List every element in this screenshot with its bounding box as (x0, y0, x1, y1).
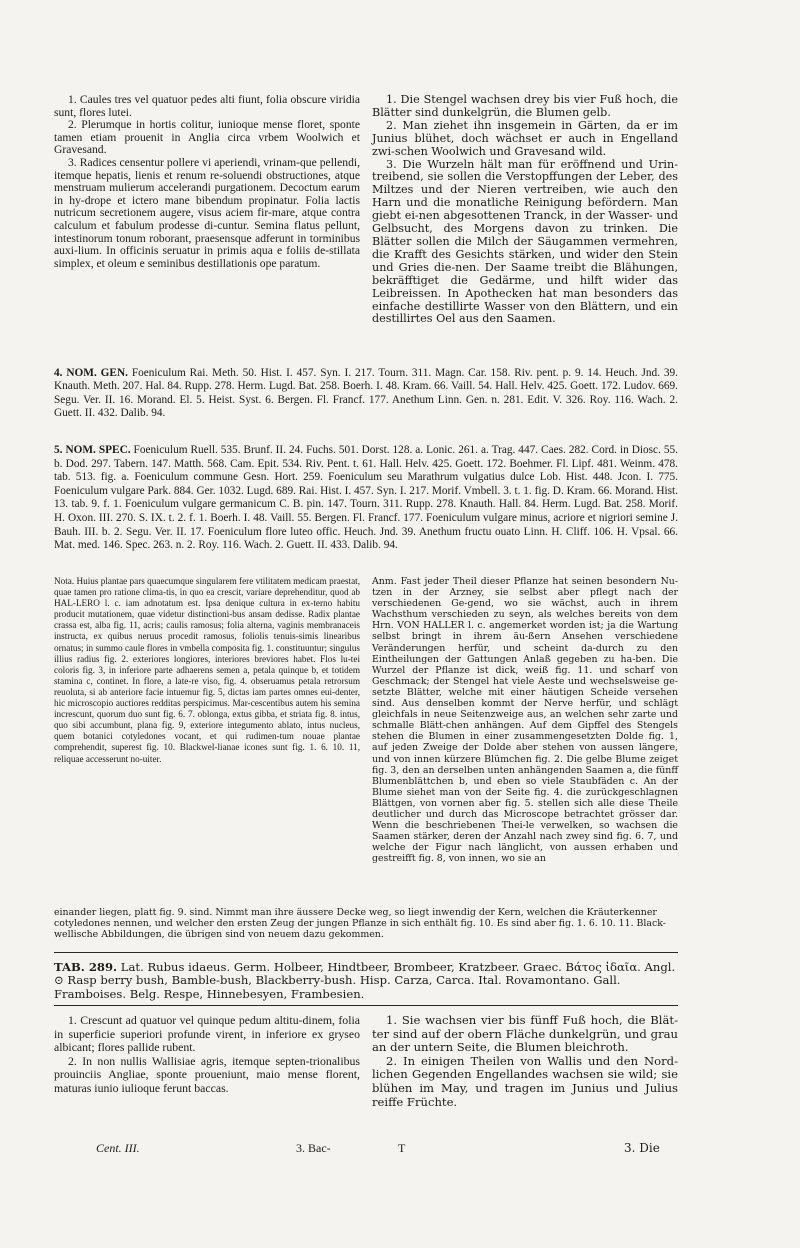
footer-catchword-right: 3. Die (624, 1141, 660, 1155)
note-german-continuation: einander liegen, platt fig. 9. sind. Nimmt man ihre äussere Decke weg, so liegt inwendig der Kern, welchen die Kräuterkenner cotyledones nennen, und welcher den ersten Zeug der jungen Pflanze in sich enthält fig. 10. Es sind aber fig. 1. 6. 10. 11. Black-wellische Abbildungen, die übrigen sind von neuem dazu gekommen. (54, 907, 666, 941)
nom-spec-text: Foeniculum Ruell. 535. Brunf. II. 24. Fuchs. 501. Dorst. 128. a. Lonic. 261. a. Trag. 447. Caes. 282. Cord. in Diosc. 55. b. Dod. 297. Tabern. 147. Matth. 568. Cam. Epit. 534. Riv. Pent. t. 61. Hall. Helv. 425. Goett. 172. Boehmer. Fl. Lipf. 481. Weinm. 478. tab. 513. fig. a. Foeniculum commune Gesn. Hort. 259. Foeniculum seu Marathrum vulgatius dulce Lob. Hist. 448. Jcon. I. 775. Foeniculum vulgare Park. 884. Ger. 1032. Lugd. 689. Rai. Hist. I. 457. Syn. I. 217. Morif. Vmbell. 3. t. 1. fig. D. Kram. 66. Morand. Hist. 13. tab. 9. f. 1. Foeniculum vulgare germanicum C. B. pin. 147. Tourn. 311. Rupp. 278. Knauth. Hall. 84. Herm. Lugd. Bat. 258. Morif. H. Oxon. III. 270. S. IX. t. 2. f. 1. Boerh. I. 48. Vaill. 55. Bergen. Fl. Francf. 177. Foeniculum vulgare minus, acriore et nigriori semine J. Bauh. III. b. 2. Segu. Ver. II. 17. Foeniculum flore luteo offic. Heuch. Jnd. 39. Anethum fructu ouato Linn. H. Cliff. 106. H. Vpsal. 66. Mat. med. 146. Spec. 263. n. 2. Roy. 116. Wach. 2. Guett. II. 433. Dalib. 94. (54, 444, 678, 552)
section-divider (54, 952, 678, 953)
nom-gen-text: Foeniculum Rai. Meth. 50. Hist. I. 457. Syn. I. 217. Tourn. 311. Magn. Car. 158. Riv. pent. p. 9. 14. Heuch. Jnd. 39. Knauth. Meth. 207. Hal. 84. Rupp. 278. Herm. Lugd. Bat. 258. Boerh. I. 48. Kram. 66. Vaill. 54. Hall. Helv. 425. Goett. 172. Ludov. 669. Segu. Ver. II. 16. Morand. El. 5. Heist. Syst. 6. Bergen. Fl. Francf. 177. Anethum Linn. Gen. n. 281. Edit. V. 326. Roy. 116. Wach. 2. Guett. II. 432. Dalib. 94. (54, 367, 678, 419)
tab-289-latin-1: 1. Crescunt ad quatuor vel quinque pedum altitu-dinem, folia in superficie superiori profunde virent, in inferiore ex gryseo albicant; flores pallide rubent. (54, 1013, 360, 1055)
top-latin-column (54, 94, 360, 270)
tab-289-german (372, 1014, 678, 1109)
german-paragraph-1: 1. Die Stengel wachsen drey bis vier Fuß hoch, die Blätter sind dunkelgrün, die Blumen gelb. (372, 93, 678, 119)
nom-spec-label: 5. NOM. SPEC. (54, 444, 131, 456)
tab-289-latin-2: 2. In non nullis Wallisiae agris, itemque septen-trionalibus prouinciis Angliae, sponte proueniunt, maio mense florent, maturas iunio iulioque ferunt baccas. (54, 1053, 360, 1095)
tab-289-latin (54, 1014, 360, 1096)
tab-289-label: TAB. 289. (54, 960, 118, 974)
nom-gen-label: 4. NOM. GEN. (54, 367, 128, 379)
nomenclature-genus (54, 367, 678, 420)
tab-289-header (54, 961, 684, 1001)
tab-289-german-2: 2. In einigen Theilen von Wallis und den Nord-lichen Gegenden Engellandes wachsen sie wild; sie blühen im May, und tragen im Junius und Julius reiffe Früchte. (372, 1053, 678, 1109)
tab-289-line2: ⊙ Rasp berry bush, Bamble-bush, Blackberry-bush. Hisp. Carza, Carca. Ital. Rovamontano. Gall. (54, 973, 621, 988)
footer-catchword-left: 3. Bac- (296, 1141, 331, 1155)
tab-289-underline (54, 1005, 678, 1006)
latin-paragraph-1: 1. Caules tres vel quatuor pedes alti fiunt, folia obscure viridia sunt, flores lutei. (54, 93, 360, 119)
latin-paragraph-3: 3. Radices censentur pollere vi aperiendi, vrinam-que pellendi, itemque hepatis, lienis et renum re-soluendi obstructiones, atque menstruam mulierum accelerandi purgationem. Decoctum earum in hy-drope et ictero mane bibendum propinatur. Folia lactis nutricum secretionem augere, visus aciem fir-mare, atque contra calculum et fabulum prodesse di-cuntur. Semina flatus pellunt, intestinorum tonum roborant, praesensque adferunt in torminibus auxi-lium. In officinis seruatur in primis aqua e foliis de-stillata simplex, et oleum e seminibus destillationis ope paratum. (54, 155, 360, 270)
footer-sheet-mark: T (398, 1141, 406, 1155)
tab-289-line1: Lat. Rubus idaeus. Germ. Holbeer, Hindtbeer, Brombeer, Kratzbeer. Graec. Βάτος ἰδαῖα. Angl. (120, 960, 676, 974)
tab-289-line3: Framboises. Belg. Respe, Hinnebesyen, Frambesien. (54, 986, 365, 1001)
german-paragraph-2: 2. Man ziehet ihn insgemein in Gärten, da er im Junius blühet, doch wächset er auch in Engelland zwi-schen Woolwich und Gravesand wild. (372, 118, 678, 158)
german-paragraph-3: 3. Die Wurzeln hält man für eröffnend und Urin-treibend, sie sollen die Verstopffungen der Leber, des Miltzes und der Nieren vertreiben, wie auch den Harn und die monatliche Reinigung befördern. Man giebt ei-nen abgesottenen Tranck, in der Wasser- und Gelbsucht, des Morgens davon zu trinken. Die Blätter sollen die Milch der Säugammen vermehren, die Krafft des Gesichts stärken, und wider den Stein und Gries die-nen. Der Saame treibt die Blähungen, bekräfftiget die Gedärme, und hilft wider das Leibreissen. In Apothecken hat man besonders das einfache destillirte Wasser von den Blättern, und ein destillirtes Oel aus den Saamen. (372, 157, 678, 326)
top-german-column (372, 94, 678, 326)
tab-289-german-1: 1. Sie wachsen vier bis fünff Fuß hoch, die Blät-ter sind auf der obern Fläche dunkelgrün, und grau an der untern Seite, die Blumen bleichroth. (372, 1013, 678, 1055)
latin-paragraph-2: 2. Plerumque in hortis colitur, iunioque mense floret, sponte tamen etiam prouenit in Anglia circa vrbem Woolwich et Gravesand. (54, 118, 360, 157)
footer-signature: Cent. III. (96, 1141, 140, 1155)
note-latin: Nota. Huius plantae pars quaecumque singularem fere vtilitatem medicam praestat, quae tamen pro ratione clima-tis, in quo ea crescit, variare deprehenditur, quod ab HAL-LERO l. c. iam adnotatum est. Ipsa denique cultura in ex-terno habitu producit mutationem, quae videtur distinctioni-bus ansam dedisse. Radix plantae crassa est, alba fig. 11, acris; caulis ramosus; folia alterna, vaginis membranaceis instructa, ex quibus neruus procedit ramosus, foliolis tenuis-simis linearibus ornatus; in summo caule flores in vmbella composita fig. 1. constituuntur; singulus illius radius fig. 2. exteriores longiores, interiores breviores habet. Flos lu-tei coloris fig. 3, in inferiore parte adhaerens semen a, petala quinque b, et totidem stamina c, continet. In flore, a late-re viso, fig. 4. obseruamus petala retrorsum reuoluta, si ab anteriore facie intuemur fig. 5, dictas iam partes omnes eui-denter, hic microscopio auctiores redditas perspicimus. Mar-cescentibus autem his semina increscunt, quorum duo sunt fig. 6. 7. oblonga, extus gibba, et striata fig. 8. intus, quo sibi accumbunt, plana fig. 9, exteriore integumento ablato, intus nucleus, quem botanici cotyledones vocant, et qui rudimen-tum nouae plantae comprehendit, superest fig. 10. Blackwel-lianae icones sunt fig. 1. 6. 10. 11, reliquae accesserunt no-uiter. (54, 576, 360, 764)
note-german: Anm. Fast jeder Theil dieser Pflanze hat seinen besondern Nu-tzen in der Arzney, sie selbst aber pflegt nach der verschiedenen Ge-gend, wo sie wächst, auch in ihrem Wachsthum verschieden zu seyn, als welches bereits von dem Hrn. VON HALLER l. c. angemerket worden ist; ja die Wartung selbst bringt in ihrem äu-ßern Ansehen verschiedene Veränderungen herfür, und scheint da-durch zu den Eintheilungen der Gattungen Anlaß gegeben zu ha-ben. Die Wurzel der Pflanze ist dick, weiß fig. 11. und scharf von Geschmack; der Stengel hat viele Aeste und wechselsweise ge-setzte Blätter, welche mit einer häutigen Scheide versehen sind. Aus denselben kommt der Nerve herfür, und schlägt gleichfals in neue Seitenzweige aus, an welchen sehr zarte und schmalle Blätt-chen anhängen. Auf dem Gipffel des Stengels stehen die Blumen in einer zusammengesetzten Dolde fig. 1, auf jeden Zweige der Dolde aber stehen von aussen längere, und von innen kürzere Blümchen fig. 2. Die gelbe Blume zeiget fig. 3, den an derselben unten anhängenden Saamen a, die fünff Blumenblättchen b, und eben so viele Staubfäden c. An der Blume siehet man von der Seite fig. 4. die zurückgeschlagnen Blättgen, von vornen aber fig. 5. stellen sich alle diese Theile deutlicher und durch das Microscope betrachtet grösser dar. Wenn die beschriebenen Thei-le verwelken, so wachsen die Saamen stärker, deren der Anzahl nach zwey sind fig. 6. 7, und welche der Figur nach länglicht, von aussen erhaben und gestreifft fig. 8, von innen, wo sie an (372, 576, 678, 865)
nomenclature-species (54, 444, 678, 553)
